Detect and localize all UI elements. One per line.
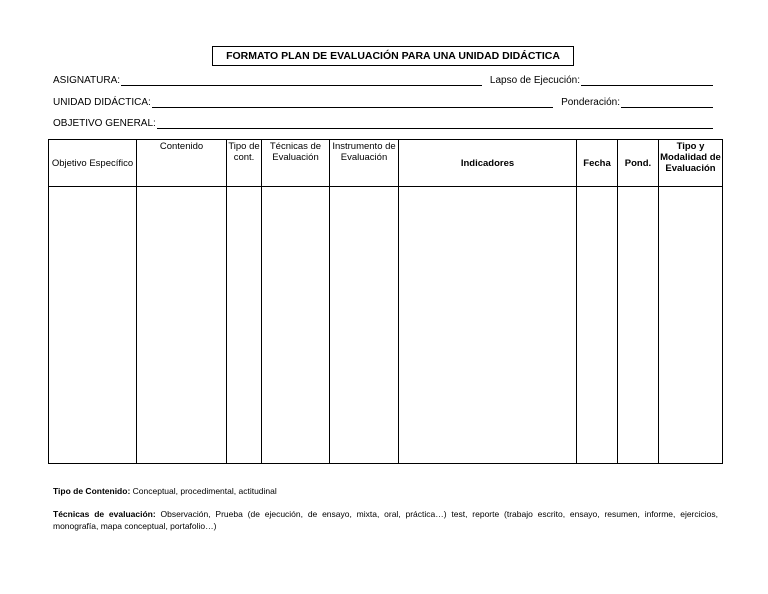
objetivo-general-blank[interactable] bbox=[157, 118, 713, 129]
ponderacion-blank[interactable] bbox=[621, 97, 713, 108]
header-objetivo-especifico: Objetivo Específico bbox=[49, 140, 137, 187]
asignatura-row bbox=[53, 74, 715, 88]
header-pond: Pond. bbox=[618, 140, 659, 187]
ponderacion-label: Ponderación: bbox=[561, 97, 620, 108]
cell-objetivo[interactable] bbox=[49, 187, 137, 464]
note-tipo-contenido-text: Conceptual, procedimental, actitudinal bbox=[130, 486, 277, 496]
cell-instrumento[interactable] bbox=[330, 187, 399, 464]
table-row bbox=[49, 187, 723, 464]
cell-indicadores[interactable] bbox=[399, 187, 577, 464]
lapso-blank[interactable] bbox=[581, 75, 713, 86]
lapso-label: Lapso de Ejecución: bbox=[489, 75, 580, 86]
unidad-blank[interactable] bbox=[152, 97, 553, 108]
header-contenido: Contenido bbox=[137, 140, 227, 187]
note-tipo-contenido bbox=[53, 485, 718, 497]
evaluation-plan-table bbox=[48, 139, 723, 464]
header-tipo-cont: Tipo de cont. bbox=[227, 140, 262, 187]
header-indicadores: Indicadores bbox=[399, 140, 577, 187]
cell-fecha[interactable] bbox=[577, 187, 618, 464]
cell-tipo-cont[interactable] bbox=[227, 187, 262, 464]
cell-tecnicas[interactable] bbox=[262, 187, 330, 464]
objetivo-general-label: OBJETIVO GENERAL: bbox=[53, 118, 156, 129]
document-title: FORMATO PLAN DE EVALUACIÓN PARA UNA UNIDAD DIDÁCTICA bbox=[212, 46, 574, 66]
note-tecnicas-label: Técnicas de evaluación: bbox=[53, 509, 156, 519]
note-tecnicas bbox=[53, 508, 718, 532]
unidad-row bbox=[53, 96, 715, 110]
asignatura-blank[interactable] bbox=[121, 75, 482, 86]
cell-tipo-modalidad[interactable] bbox=[659, 187, 723, 464]
note-tecnicas-text: Observación, Prueba (de ejecución, de ensayo, mixta, oral, práctica…) test, reporte (trabajo escrito, ensayo, resumen, informe, ejercicios, monografía, mapa conceptual, portafolio…) bbox=[53, 509, 719, 531]
header-fecha: Fecha bbox=[577, 140, 618, 187]
header-tipo-modalidad: Tipo y Modalidad de Evaluación bbox=[659, 140, 723, 187]
objetivo-general-row bbox=[53, 117, 715, 131]
asignatura-label: ASIGNATURA: bbox=[53, 75, 121, 86]
unidad-label: UNIDAD DIDÁCTICA: bbox=[53, 97, 151, 108]
header-tecnicas: Técnicas de Evaluación bbox=[262, 140, 330, 187]
header-instrumento: Instrumento de Evaluación bbox=[330, 140, 399, 187]
cell-pond[interactable] bbox=[618, 187, 659, 464]
cell-contenido[interactable] bbox=[137, 187, 227, 464]
note-tipo-contenido-label: Tipo de Contenido: bbox=[53, 486, 131, 496]
